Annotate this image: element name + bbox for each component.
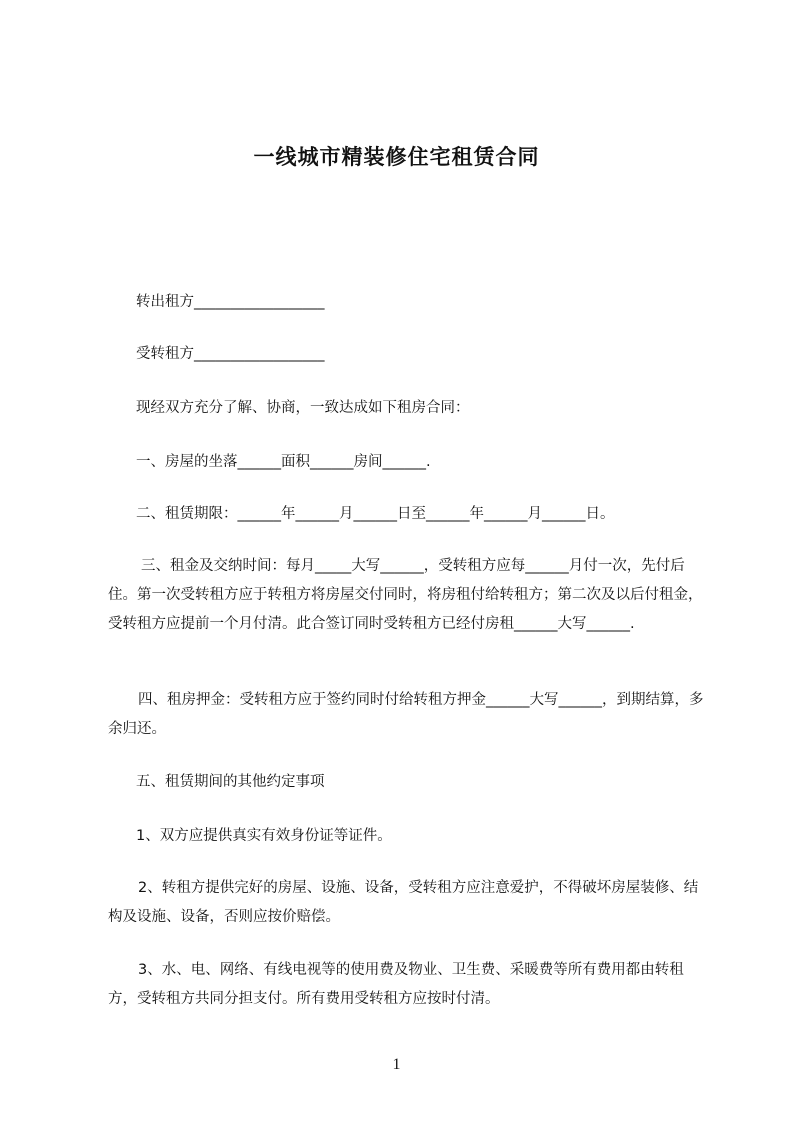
lessee-line: 受转租方__________________ bbox=[136, 346, 325, 362]
agreement-intro: 现经双方充分了解、协商，一致达成如下租房合同： bbox=[136, 400, 470, 416]
clause-3-rent-payment: 三、租金及交纳时间：每月_____大写______，受转租方应每______月付一次，先付后住。第一次受转租方应于转租方将房屋交付同时，将房租付给转租方；第二次及以后付租金，受转租方应提前一个月付清。此合签订同时受转租方已经付房租______大写______. bbox=[108, 558, 703, 632]
clause-5-other-terms: 五、租赁期间的其他约定事项 bbox=[136, 774, 325, 790]
lessor-line: 转出租方__________________ bbox=[136, 294, 325, 310]
term-3-utility-fees: 3、水、电、网络、有线电视等的使用费及物业、卫生费、采暖费等所有费用都由转租方，受转租方共同分担支付。所有费用受转租方应按时付清。 bbox=[108, 962, 684, 1007]
clause-2-lease-term: 二、租赁期限：______年______月______日至______年______月______日。 bbox=[136, 506, 615, 522]
document-title: 一线城市精装修住宅租赁合同 bbox=[253, 145, 540, 169]
term-1-identity: 1、双方应提供真实有效身份证等证件。 bbox=[136, 828, 392, 844]
term-2-facilities: 2、转租方提供完好的房屋、设施、设备，受转租方应注意爱护，不得破坏房屋装修、结构及设施、设备，否则应按价赔偿。 bbox=[108, 880, 699, 925]
page-number: 1 bbox=[392, 1056, 401, 1073]
clause-1-property-location: 一、房屋的坐落______面积______房间______. bbox=[136, 454, 431, 470]
clause-4-deposit: 四、租房押金：受转租方应于签约同时付给转租方押金______大写______，到期结算，多余归还。 bbox=[108, 692, 704, 737]
